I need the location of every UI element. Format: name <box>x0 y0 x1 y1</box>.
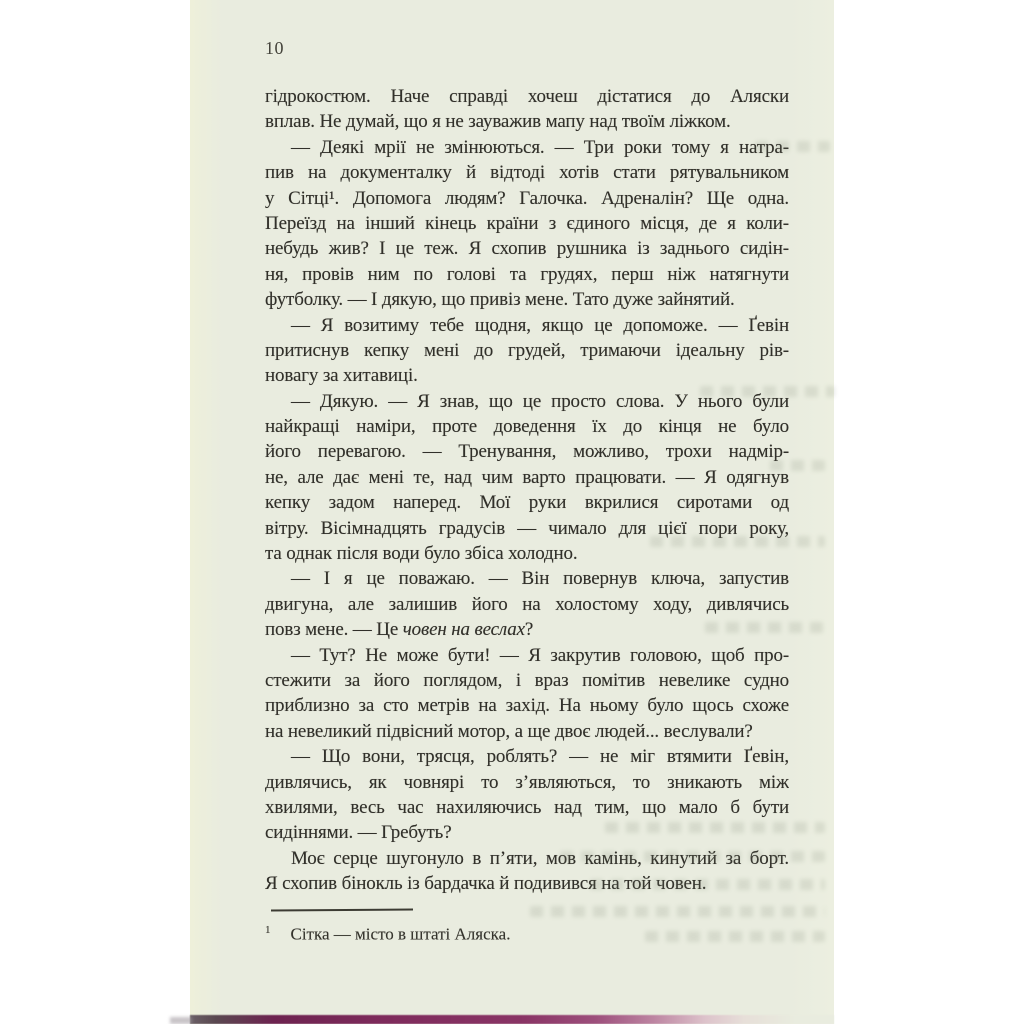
paragraph <box>265 135 789 313</box>
footnote-text: Сітка — місто в штаті Аляска. <box>290 924 511 944</box>
page-number: 10 <box>265 38 284 58</box>
text-line: приблизно за сто метрів на захід. На ньому було щось схоже <box>265 695 789 717</box>
text-line: футболку. — І дякую, що привіз мене. Тато дуже зайнятий. <box>265 289 735 311</box>
text-line: сидіннями. — Гребуть? <box>265 822 452 844</box>
text-line: у Сітці¹. Допомога людям? Галочка. Адреналін? Ще одна. <box>265 187 789 209</box>
book-cover-edge-smudge <box>170 1017 192 1024</box>
text-line: стежити за його поглядом, і враз помітив невелике судно <box>265 669 789 691</box>
text-line: двигуна, але залишив його на холостому ходу, дивлячись <box>265 593 789 615</box>
paragraph <box>265 744 789 846</box>
text-line: та однак після води було збіса холодно. <box>265 543 578 565</box>
text-line: вплав. Не думай, що я не зауважив мапу над твоїм ліжком. <box>265 111 731 133</box>
text-line: новагу за хитавиці. <box>265 365 418 387</box>
text-line: дивлячись, як човнярі то з’являються, то зникають між <box>265 771 789 793</box>
text-line: кепку задом наперед. Мої руки вкрилися сиротами од <box>265 492 789 514</box>
paragraph <box>265 313 789 389</box>
text-line: — Я возитиму тебе щодня, якщо це допоможе. — Ґевін <box>291 314 789 336</box>
text-line: Моє серце шугонуло в п’яти, мов камінь, кинутий за борт. <box>291 847 789 869</box>
body-text <box>265 84 789 897</box>
text-line: небудь жив? І це теж. Я схопив рушника із заднього сидін- <box>265 238 789 260</box>
footnote-rule <box>271 909 413 912</box>
book-page <box>190 0 834 1024</box>
text-line: — Дякую. — Я знав, що це просто слова. У нього були <box>291 390 789 412</box>
text-line: — Що вони, трясця, роблять? — не міг втямити Ґевін, <box>291 746 789 768</box>
text-line: не, але дає мені те, над чим варто працювати. — Я одягнув <box>265 466 789 488</box>
text-line: — І я це поважаю. — Він повернув ключа, запустив <box>291 568 789 590</box>
text-line: пив на документалку й відтоді хотів стати рятувальником <box>265 162 789 184</box>
footnote-marker: 1 <box>265 924 271 936</box>
text-line: — Деякі мрії не змінюються. — Три роки тому я натра- <box>291 136 789 158</box>
text-line: повз мене. — Це човен на веслах? <box>265 619 534 641</box>
text-line: його перевагою. — Тренування, можливо, трохи надмір- <box>265 441 789 463</box>
text-line: хвилями, весь час нахиляючись над тим, що мало б бути <box>265 796 789 818</box>
paragraph <box>265 84 789 135</box>
text-line: притиснув кепку мені до грудей, тримаючи ідеальну рів- <box>265 339 789 361</box>
book-cover-edge <box>190 1015 834 1024</box>
text-line: Переїзд на інший кінець країни з єдиного місця, де я коли- <box>265 212 789 234</box>
text-line: на невеликий підвісний мотор, а ще двоє людей... веслували? <box>265 720 753 742</box>
paragraph <box>265 389 789 567</box>
paragraph <box>265 846 789 897</box>
text-line: гідрокостюм. Наче справді хочеш дістатися до Аляски <box>265 86 789 107</box>
text-line: найкращі наміри, проте доведення їх до кінця не було <box>265 416 789 438</box>
showthrough-line <box>530 906 825 917</box>
footnote <box>265 924 789 945</box>
text-line: Я схопив бінокль із бардачка й подивився на той човен. <box>265 873 707 895</box>
paragraph <box>265 643 789 745</box>
text-line: ня, провів ним по голові та грудях, перш ніж натягнути <box>265 263 789 285</box>
paragraph <box>265 566 789 642</box>
text-line: вітру. Вісімнадцять градусів — чимало для цієї пори року, <box>265 517 789 539</box>
text-line: — Тут? Не може бути! — Я закрутив головою, щоб про- <box>291 644 789 666</box>
